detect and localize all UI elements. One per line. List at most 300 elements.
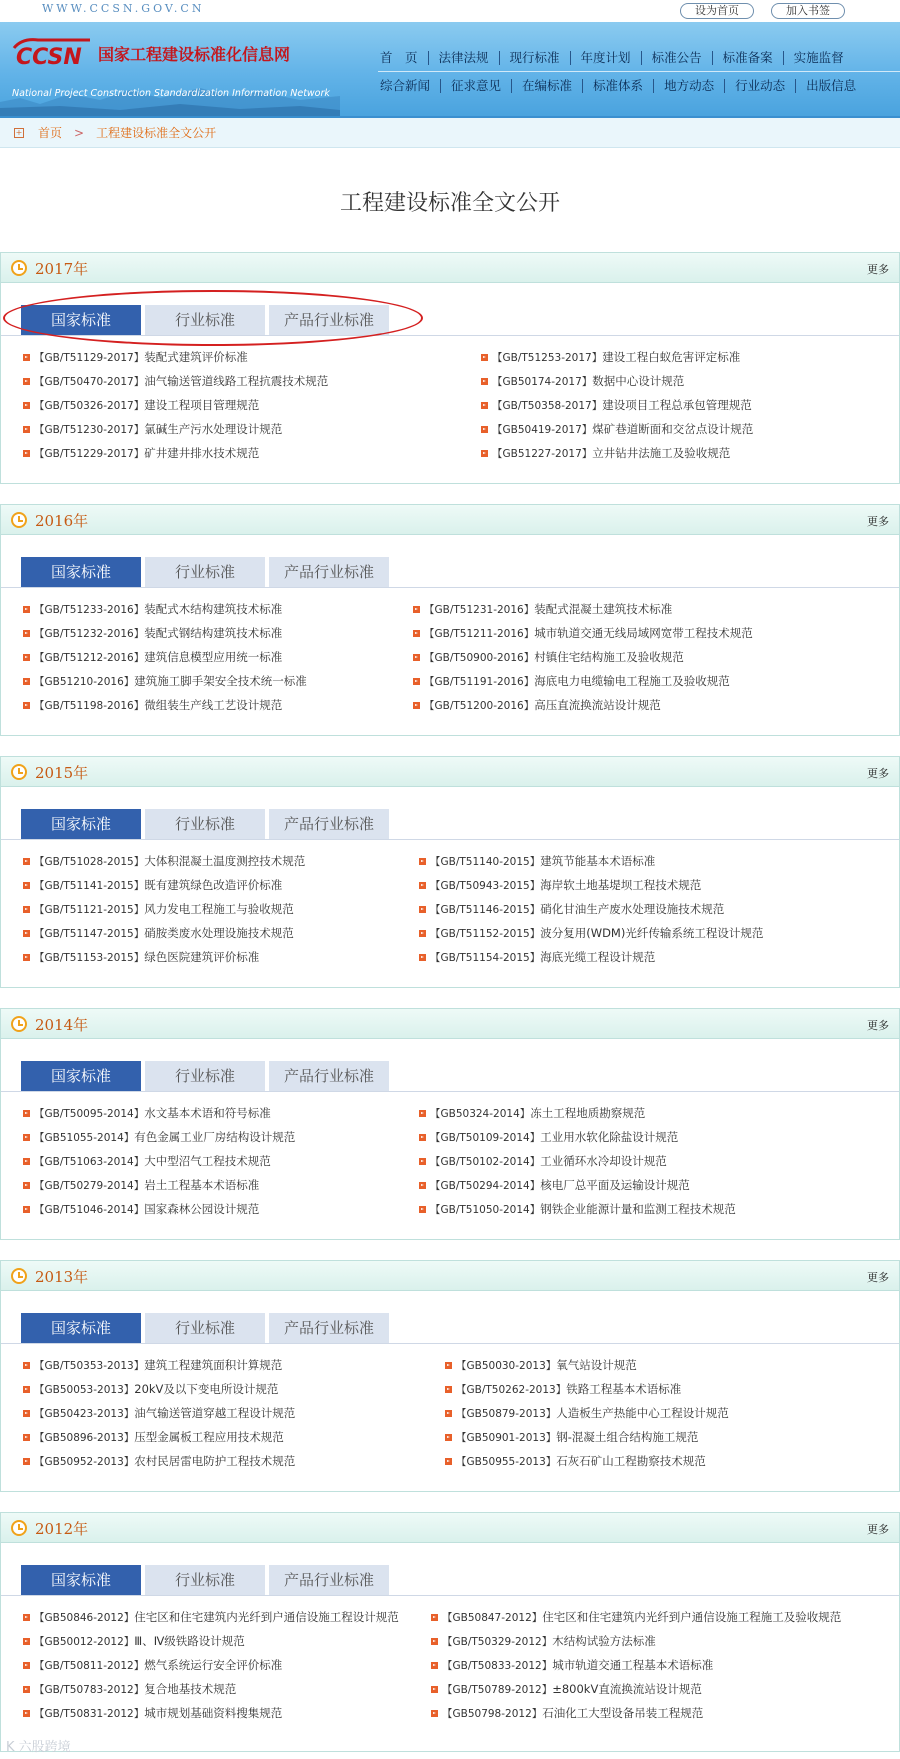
list-item[interactable]: [419, 897, 763, 921]
tab-industry-standards[interactable]: 行业标准: [145, 557, 265, 587]
tab-national-standards[interactable]: 国家标准: [21, 305, 141, 335]
list-item[interactable]: [431, 1677, 841, 1701]
list-item[interactable]: [23, 597, 307, 621]
arrow-bullet-icon: [445, 1410, 452, 1417]
arrow-bullet-icon: [23, 1206, 30, 1213]
list-item[interactable]: [23, 441, 328, 465]
standard-code: 【GB51055-2014】: [34, 1131, 135, 1144]
list-item[interactable]: [23, 849, 305, 873]
standard-title: 装配式建筑评价标准: [144, 350, 248, 364]
ccsn-logo-icon: [12, 36, 92, 68]
list-item[interactable]: [23, 393, 328, 417]
section-header: [1, 757, 899, 787]
standard-title: 硝胺类废水处理设施技术规范: [144, 926, 294, 940]
arrow-bullet-icon: [23, 882, 30, 889]
list-column-right: [413, 597, 753, 717]
standard-code: 【GB/T51129-2017】: [34, 351, 145, 364]
list-column-right: [431, 1605, 841, 1725]
standard-code: 【GB/T50279-2014】: [34, 1179, 145, 1192]
site-header: [0, 22, 900, 118]
standard-code: 【GB/T50811-2012】: [34, 1659, 145, 1672]
list-item[interactable]: [419, 1197, 736, 1221]
arrow-bullet-icon: [413, 606, 420, 613]
page-title: 工程建设标准全文公开: [339, 191, 560, 216]
list-item[interactable]: [431, 1653, 841, 1677]
standard-title: 钢铁企业能源计量和监测工程技术规范: [540, 1202, 736, 1216]
arrow-bullet-icon: [23, 1134, 30, 1141]
arrow-bullet-icon: [431, 1662, 438, 1669]
nav-announcements[interactable]: 标准公告: [641, 51, 712, 65]
arrow-bullet-icon: [431, 1638, 438, 1645]
list-item[interactable]: [413, 693, 753, 717]
more-link[interactable]: 更多: [867, 767, 889, 780]
nav-annual-plan[interactable]: 年度计划: [570, 51, 641, 65]
standard-title: 装配式混凝土建筑技术标准: [534, 602, 673, 616]
list-column-right: [481, 345, 753, 465]
standard-code: 【GB/T50329-2012】: [442, 1635, 553, 1648]
list-item[interactable]: [23, 1197, 295, 1221]
standard-code: 【GB50901-2013】: [456, 1431, 557, 1444]
arrow-bullet-icon: [413, 702, 420, 709]
standard-code: 【GB/T51232-2016】: [34, 627, 145, 640]
arrow-bullet-icon: [23, 1614, 30, 1621]
nav-industry-news[interactable]: 行业动态: [724, 79, 795, 93]
nav-supervision[interactable]: 实施监督: [783, 51, 854, 65]
arrow-bullet-icon: [23, 1458, 30, 1465]
arrow-bullet-icon: [23, 1686, 30, 1693]
standard-title: 氧气站设计规范: [556, 1358, 637, 1372]
standard-title: 工业循环水冷却设计规范: [540, 1154, 667, 1168]
more-link[interactable]: 更多: [867, 263, 889, 276]
arrow-bullet-icon: [23, 678, 30, 685]
arrow-bullet-icon: [419, 882, 426, 889]
standard-title: 石灰石矿山工程勘察技术规范: [556, 1454, 706, 1468]
tab-underline: [1, 839, 899, 840]
standard-tabs: [21, 1313, 393, 1343]
list-item[interactable]: [419, 945, 763, 969]
standard-tabs: [21, 809, 393, 839]
list-item[interactable]: [419, 1173, 736, 1197]
standard-code: 【GB/T50900-2016】: [424, 651, 535, 664]
arrow-bullet-icon: [23, 654, 30, 661]
arrow-bullet-icon: [23, 1710, 30, 1717]
standard-title: 高压直流换流站设计规范: [534, 698, 661, 712]
arrow-bullet-icon: [481, 378, 488, 385]
standard-title: 立井钻井法施工及验收规范: [592, 446, 731, 460]
standard-title: 冻土工程地质勘察规范: [530, 1106, 646, 1120]
standard-title: 建筑工程建筑面积计算规范: [144, 1358, 283, 1372]
nav-row-2: [370, 72, 900, 99]
arrow-bullet-icon: [23, 1386, 30, 1393]
arrow-bullet-icon: [23, 450, 30, 457]
arrow-bullet-icon: [23, 630, 30, 637]
arrow-bullet-icon: [419, 1110, 426, 1117]
list-item[interactable]: [23, 897, 305, 921]
standard-code: 【GB/T50102-2014】: [430, 1155, 541, 1168]
standard-code: 【GB51210-2016】: [34, 675, 135, 688]
standard-code: 【GB/T50353-2013】: [34, 1359, 145, 1372]
standard-code: 【GB/T50833-2012】: [442, 1659, 553, 1672]
clock-icon: [11, 1016, 27, 1032]
nav-publishing[interactable]: 出版信息: [795, 79, 866, 93]
standard-title: 城市轨道交通无线局域网宽带工程技术规范: [534, 626, 753, 640]
standard-code: 【GB/T51140-2015】: [430, 855, 541, 868]
tab-underline: [1, 1343, 899, 1344]
breadcrumb-home[interactable]: 首页: [38, 126, 63, 140]
list-item[interactable]: [23, 1173, 295, 1197]
list-item[interactable]: [23, 345, 328, 369]
list-column-left: [23, 1101, 295, 1221]
list-item[interactable]: [413, 621, 753, 645]
standard-title: 建设工程白蚁危害评定标准: [602, 350, 741, 364]
standard-code: 【GB50324-2014】: [430, 1107, 531, 1120]
site-name-en: National Project Construction Standardization Information Network: [12, 88, 330, 99]
list-item[interactable]: [419, 873, 763, 897]
clock-icon: [11, 764, 27, 780]
standard-title: 大体积混凝土温度测控技术规范: [144, 854, 306, 868]
standard-code: 【GB/T51146-2015】: [430, 903, 541, 916]
standard-code: 【GB/T50095-2014】: [34, 1107, 145, 1120]
add-bookmark-button[interactable]: 加入书签: [771, 3, 845, 19]
arrow-bullet-icon: [23, 1410, 30, 1417]
standard-code: 【GB/T51233-2016】: [34, 603, 145, 616]
list-item[interactable]: [419, 1101, 736, 1125]
nav-local-news[interactable]: 地方动态: [653, 79, 724, 93]
standard-title: 硝化甘油生产废水处理设施技术规范: [540, 902, 725, 916]
standard-code: 【GB/T51229-2017】: [34, 447, 145, 460]
standard-code: 【GB/T51121-2015】: [34, 903, 145, 916]
list-item[interactable]: [23, 669, 307, 693]
list-item[interactable]: [419, 1149, 736, 1173]
nav-drafting[interactable]: 在编标准: [511, 79, 582, 93]
list-item[interactable]: [23, 1401, 295, 1425]
arrow-bullet-icon: [419, 930, 426, 937]
arrow-bullet-icon: [419, 1158, 426, 1165]
list-item[interactable]: [23, 417, 328, 441]
list-item[interactable]: [23, 921, 305, 945]
list-item[interactable]: [23, 1377, 295, 1401]
tab-product-industry-standards[interactable]: 产品行业标准: [269, 557, 389, 587]
more-link[interactable]: 更多: [867, 515, 889, 528]
nav-current-standards[interactable]: 现行标准: [499, 51, 570, 65]
standard-code: 【GB/T50943-2015】: [430, 879, 541, 892]
standard-title: 人造板生产热能中心工程设计规范: [556, 1406, 729, 1420]
list-item[interactable]: [419, 921, 763, 945]
standard-title: 油气输送管道穿越工程设计规范: [134, 1406, 296, 1420]
list-item[interactable]: [445, 1377, 729, 1401]
standard-code: 【GB/T51231-2016】: [424, 603, 535, 616]
chevron-right-icon: >: [74, 125, 85, 140]
tab-industry-standards[interactable]: 行业标准: [145, 1565, 265, 1595]
list-item[interactable]: [445, 1449, 729, 1473]
standard-title: 装配式钢结构建筑技术标准: [144, 626, 283, 640]
clock-icon: [11, 1520, 27, 1536]
arrow-bullet-icon: [419, 954, 426, 961]
list-item[interactable]: [419, 1125, 736, 1149]
list-item[interactable]: [413, 645, 753, 669]
nav-news[interactable]: 综合新闻: [380, 77, 431, 93]
standard-title: 氯碱生产污水处理设计规范: [144, 422, 283, 436]
standard-title: 城市规划基础资料搜集规范: [144, 1706, 283, 1720]
arrow-bullet-icon: [445, 1386, 452, 1393]
list-item[interactable]: [23, 945, 305, 969]
list-item[interactable]: [23, 1125, 295, 1149]
year-section: [0, 1512, 900, 1752]
standard-title: 矿井建井排水技术规范: [144, 446, 260, 460]
year-section: [0, 504, 900, 736]
standard-code: 【GB/T51212-2016】: [34, 651, 145, 664]
list-item[interactable]: [23, 369, 328, 393]
arrow-bullet-icon: [23, 606, 30, 613]
tab-national-standards[interactable]: 国家标准: [21, 1061, 141, 1091]
list-item[interactable]: [23, 1449, 295, 1473]
list-item[interactable]: [481, 417, 753, 441]
tab-national-standards[interactable]: 国家标准: [21, 557, 141, 587]
breadcrumb-current[interactable]: 工程建设标准全文公开: [96, 126, 217, 140]
standard-title: 建筑节能基本术语标准: [540, 854, 656, 868]
list-item[interactable]: [23, 645, 307, 669]
standard-code: 【GB/T51028-2015】: [34, 855, 145, 868]
standard-title: 油气输送管道线路工程抗震技术规范: [144, 374, 329, 388]
year-section: [0, 1008, 900, 1240]
standard-code: 【GB50798-2012】: [442, 1707, 543, 1720]
arrow-bullet-icon: [23, 1662, 30, 1669]
list-column-right: [419, 849, 763, 969]
arrow-bullet-icon: [23, 354, 30, 361]
standard-code: 【GB50896-2013】: [34, 1431, 135, 1444]
list-item[interactable]: [481, 369, 753, 393]
nav-home[interactable]: 首 页: [380, 49, 418, 65]
list-item[interactable]: [445, 1353, 729, 1377]
arrow-bullet-icon: [419, 906, 426, 913]
arrow-bullet-icon: [413, 654, 420, 661]
tab-underline: [1, 587, 899, 588]
list-item[interactable]: [431, 1701, 841, 1725]
section-header: [1, 1261, 899, 1291]
standard-title: 钢-混凝土组合结构施工规范: [556, 1430, 699, 1444]
svg-text:CCSN: CCSN: [16, 45, 82, 68]
standard-title: 既有建筑绿色改造评价标准: [144, 878, 283, 892]
arrow-bullet-icon: [23, 858, 30, 865]
list-item[interactable]: [23, 1149, 295, 1173]
standard-title: 压型金属板工程应用技术规范: [134, 1430, 284, 1444]
list-item[interactable]: [431, 1605, 841, 1629]
list-item[interactable]: [431, 1629, 841, 1653]
arrow-bullet-icon: [23, 1362, 30, 1369]
list-item[interactable]: [23, 1425, 295, 1449]
section-header: [1, 253, 899, 283]
list-item[interactable]: [445, 1401, 729, 1425]
standard-title: 20kV及以下变电所设计规范: [134, 1382, 279, 1396]
list-item[interactable]: [23, 1353, 295, 1377]
arrow-bullet-icon: [445, 1434, 452, 1441]
arrow-bullet-icon: [419, 1206, 426, 1213]
more-link[interactable]: 更多: [867, 1271, 889, 1284]
list-item[interactable]: [481, 441, 753, 465]
arrow-bullet-icon: [481, 450, 488, 457]
list-item[interactable]: [23, 693, 307, 717]
list-item[interactable]: [23, 1101, 295, 1125]
tab-industry-standards[interactable]: 行业标准: [145, 809, 265, 839]
standard-code: 【GB/T50326-2017】: [34, 399, 145, 412]
set-home-button[interactable]: 设为首页: [680, 3, 754, 19]
arrow-bullet-icon: [419, 1182, 426, 1189]
standard-code: 【GB/T51253-2017】: [492, 351, 603, 364]
standard-title: 木结构试验方法标准: [552, 1634, 656, 1648]
tab-product-industry-standards[interactable]: 产品行业标准: [269, 305, 389, 335]
standard-title: 大中型沼气工程技术规范: [144, 1154, 271, 1168]
list-item[interactable]: [23, 873, 305, 897]
arrow-bullet-icon: [481, 354, 488, 361]
standard-code: 【GB/T51211-2016】: [424, 627, 535, 640]
list-item[interactable]: [445, 1425, 729, 1449]
arrow-bullet-icon: [23, 1638, 30, 1645]
standard-title: 工业用水软化除盐设计规范: [540, 1130, 679, 1144]
list-item[interactable]: [23, 1677, 399, 1701]
standard-code: 【GB50053-2013】: [34, 1383, 135, 1396]
tab-industry-standards[interactable]: 行业标准: [145, 305, 265, 335]
site-name-cn: 国家工程建设标准化信息网: [98, 45, 291, 64]
standard-code: 【GB50846-2012】: [34, 1611, 135, 1624]
standard-title: Ⅲ、Ⅳ级铁路设计规范: [134, 1634, 245, 1648]
arrow-bullet-icon: [419, 858, 426, 865]
arrow-bullet-icon: [23, 1434, 30, 1441]
section-year: 2014年: [35, 1016, 89, 1034]
nav-comments[interactable]: 征求意见: [440, 79, 511, 93]
list-item[interactable]: [23, 1605, 399, 1629]
more-link[interactable]: 更多: [867, 1523, 889, 1536]
list-column-left: [23, 345, 328, 465]
year-section: [0, 1260, 900, 1492]
standard-title: 城市轨道交通工程基本术语标准: [552, 1658, 714, 1672]
main-nav: [370, 44, 900, 99]
nav-row-1: [370, 44, 900, 71]
arrow-bullet-icon: [23, 402, 30, 409]
arrow-bullet-icon: [419, 1134, 426, 1141]
list-item[interactable]: [23, 1701, 399, 1725]
list-item[interactable]: [413, 669, 753, 693]
list-column-right: [419, 1101, 736, 1221]
watermark: K 六股跨境: [6, 1740, 71, 1755]
clock-icon: [11, 1268, 27, 1284]
standard-title: 石油化工大型设备吊装工程规范: [542, 1706, 704, 1720]
tab-industry-standards[interactable]: 行业标准: [145, 1313, 265, 1343]
section-year: 2017年: [35, 260, 89, 278]
arrow-bullet-icon: [23, 378, 30, 385]
top-strip: [0, 0, 900, 22]
list-item[interactable]: [23, 1629, 399, 1653]
tab-national-standards[interactable]: 国家标准: [21, 1565, 141, 1595]
site-domain: WWW.CCSN.GOV.CN: [42, 2, 205, 15]
standard-code: 【GB50879-2013】: [456, 1407, 557, 1420]
standard-title: 建设项目工程总承包管理规范: [602, 398, 752, 412]
standard-code: 【GB/T51198-2016】: [34, 699, 145, 712]
standard-code: 【GB/T50789-2012】: [442, 1683, 553, 1696]
standard-code: 【GB/T51050-2014】: [430, 1203, 541, 1216]
red-annotation-circle: [3, 290, 423, 346]
list-item[interactable]: [481, 393, 753, 417]
standard-tabs: [21, 557, 393, 587]
standard-code: 【GB/T51152-2015】: [430, 927, 541, 940]
standard-code: 【GB/T50358-2017】: [492, 399, 603, 412]
standard-title: 装配式木结构建筑技术标准: [144, 602, 283, 616]
section-header: [1, 1513, 899, 1543]
arrow-bullet-icon: [23, 1182, 30, 1189]
list-item[interactable]: [413, 597, 753, 621]
section-year: 2015年: [35, 764, 89, 782]
arrow-bullet-icon: [23, 426, 30, 433]
standard-title: 农村民居雷电防护工程技术规范: [134, 1454, 296, 1468]
arrow-bullet-icon: [481, 426, 488, 433]
standard-title: 海底光缆工程设计规范: [540, 950, 656, 964]
arrow-bullet-icon: [431, 1686, 438, 1693]
standard-code: 【GB/T51230-2017】: [34, 423, 145, 436]
list-column-left: [23, 597, 307, 717]
standard-title: 燃气系统运行安全评价标准: [144, 1658, 283, 1672]
standard-title: 铁路工程基本术语标准: [566, 1382, 682, 1396]
list-item[interactable]: [23, 1653, 399, 1677]
clock-icon: [11, 512, 27, 528]
tab-product-industry-standards[interactable]: 产品行业标准: [269, 809, 389, 839]
arrow-bullet-icon: [481, 402, 488, 409]
standard-tabs: [21, 1061, 393, 1091]
nav-system[interactable]: 标准体系: [582, 79, 653, 93]
standard-tabs: [21, 1565, 393, 1595]
standard-code: 【GB/T51200-2016】: [424, 699, 535, 712]
tab-national-standards[interactable]: 国家标准: [21, 809, 141, 839]
standard-title: 建筑施工脚手架安全技术统一标准: [134, 674, 307, 688]
standard-title: 海底电力电缆输电工程施工及验收规范: [534, 674, 730, 688]
breadcrumb: [0, 118, 900, 148]
standard-code: 【GB/T50831-2012】: [34, 1707, 145, 1720]
list-column-left: [23, 1605, 399, 1725]
tab-product-industry-standards[interactable]: 产品行业标准: [269, 1565, 389, 1595]
standard-code: 【GB/T51154-2015】: [430, 951, 541, 964]
nav-filing[interactable]: 标准备案: [712, 51, 783, 65]
arrow-bullet-icon: [413, 678, 420, 685]
tab-product-industry-standards[interactable]: 产品行业标准: [269, 1313, 389, 1343]
standard-title: 波分复用(WDM)光纤传输系统工程设计规范: [540, 926, 764, 940]
section-year: 2013年: [35, 1268, 89, 1286]
nav-laws[interactable]: 法律法规: [428, 51, 499, 65]
standard-code: 【GB50423-2013】: [34, 1407, 135, 1420]
standard-code: 【GB/T50470-2017】: [34, 375, 145, 388]
list-item[interactable]: [23, 621, 307, 645]
tab-product-industry-standards[interactable]: 产品行业标准: [269, 1061, 389, 1091]
arrow-bullet-icon: [431, 1710, 438, 1717]
standard-title: 复合地基技术规范: [144, 1682, 237, 1696]
tab-national-standards[interactable]: 国家标准: [21, 1313, 141, 1343]
more-link[interactable]: 更多: [867, 1019, 889, 1032]
standard-title: 绿色医院建筑评价标准: [144, 950, 260, 964]
arrow-bullet-icon: [23, 1110, 30, 1117]
list-item[interactable]: [481, 345, 753, 369]
list-item[interactable]: [419, 849, 763, 873]
standard-title: 建设工程项目管理规范: [144, 398, 260, 412]
standard-title: 微组装生产线工艺设计规范: [144, 698, 283, 712]
standard-code: 【GB50955-2013】: [456, 1455, 557, 1468]
year-section: [0, 252, 900, 484]
standard-code: 【GB/T50262-2013】: [456, 1383, 567, 1396]
standard-title: 核电厂总平面及运输设计规范: [540, 1178, 690, 1192]
arrow-bullet-icon: [445, 1362, 452, 1369]
tab-industry-standards[interactable]: 行业标准: [145, 1061, 265, 1091]
standard-code: 【GB50847-2012】: [442, 1611, 543, 1624]
standard-code: 【GB51227-2017】: [492, 447, 593, 460]
list-column-right: [445, 1353, 729, 1473]
standard-title: 建筑信息模型应用统一标准: [144, 650, 283, 664]
section-header: [1, 505, 899, 535]
